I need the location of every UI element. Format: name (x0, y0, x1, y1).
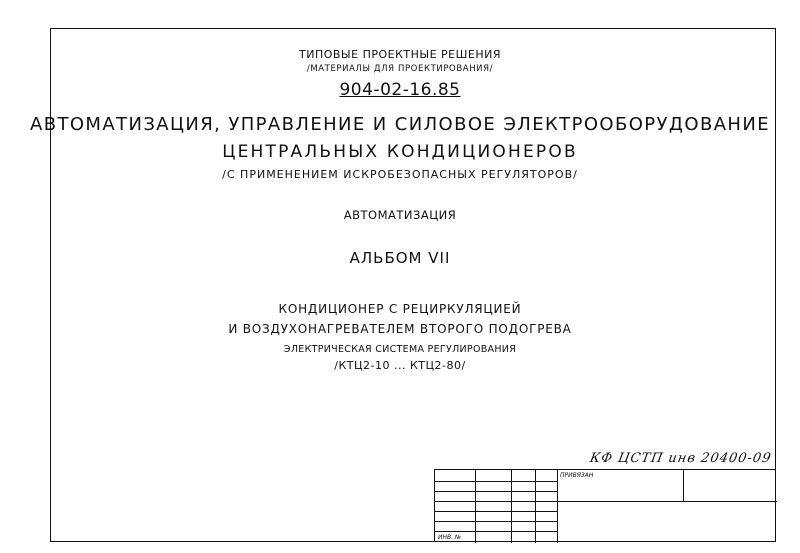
stamp-inventory-label: ИНВ. № (438, 534, 462, 541)
document-code: 904-02-16.85 (339, 80, 461, 100)
title-block-stamp (434, 469, 776, 542)
stamp-col-line (557, 470, 558, 543)
album-number: АЛЬБОМ VII (349, 249, 451, 267)
stamp-row-line (435, 521, 557, 522)
stamp-row-line (435, 481, 557, 482)
stamp-col-line (683, 470, 684, 501)
stamp-bound-label: ПРИВЯЗАН (560, 472, 594, 479)
handwritten-inventory-note: КФ ЦСТП инв 20400-09 (588, 451, 773, 466)
stamp-row-line (435, 531, 557, 532)
title-line-2: ЦЕНТРАЛЬНЫХ КОНДИЦИОНЕРОВ (222, 142, 578, 162)
section-title: АВТОМАТИЗАЦИЯ (343, 208, 457, 222)
title-subtitle: /С ПРИМЕНЕНИЕМ ИСКРОБЕЗОПАСНЫХ РЕГУЛЯТОРОВ/ (222, 168, 578, 181)
stamp-row-line (435, 511, 557, 512)
stamp-row-line (435, 501, 777, 502)
materials-note: /МАТЕРИАЛЫ ДЛЯ ПРОЕКТИРОВАНИЯ/ (306, 64, 494, 74)
system-title: ЭЛЕКТРИЧЕСКАЯ СИСТЕМА РЕГУЛИРОВАНИЯ (283, 344, 517, 355)
conditioner-line-2: И ВОЗДУХОНАГРЕВАТЕЛЕМ ВТОРОГО ПОДОГРЕВА (228, 322, 572, 336)
stamp-row-line (435, 491, 557, 492)
stamp-col-line (475, 470, 476, 543)
model-range: /КТЦ2-10 ... КТЦ2-80/ (334, 359, 466, 372)
stamp-col-line (535, 470, 536, 543)
organization-header: ТИПОВЫЕ ПРОЕКТНЫЕ РЕШЕНИЯ (299, 48, 501, 61)
title-line-1: АВТОМАТИЗАЦИЯ, УПРАВЛЕНИЕ И СИЛОВОЕ ЭЛЕКТРООБОРУДОВАНИЕ (30, 114, 770, 135)
conditioner-line-1: КОНДИЦИОНЕР С РЕЦИРКУЛЯЦИЕЙ (278, 302, 522, 316)
stamp-col-line (511, 470, 512, 543)
